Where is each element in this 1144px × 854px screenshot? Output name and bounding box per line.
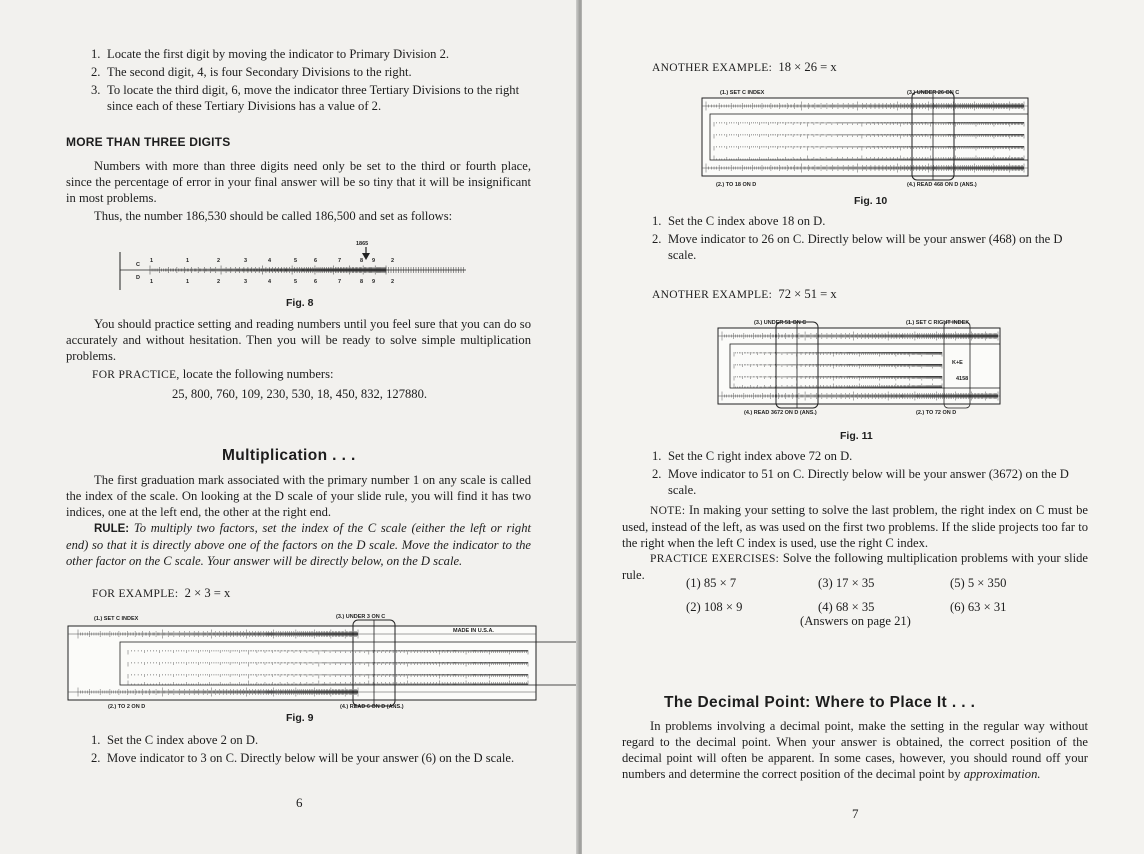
right-page	[582, 0, 1144, 854]
fig8-digit-c: 2	[391, 258, 395, 264]
fig8-digit-c: 6	[314, 258, 318, 264]
fig8-digit-d: 5	[294, 279, 298, 285]
fig8-digit-c: 8	[360, 258, 364, 264]
fig8-scale-diagram	[116, 232, 468, 294]
fig8-digit-d: 1	[186, 279, 190, 285]
fig8-scale-c-label: C	[136, 262, 140, 268]
fig9-slide-rule	[68, 610, 538, 710]
fig8-digit-c: 1	[186, 258, 190, 264]
fig8-digit-c: 9	[372, 258, 376, 264]
page-number-left: 6	[296, 795, 303, 810]
fig8-digit-d: 3	[244, 279, 248, 285]
fig9-made-in-label: MADE IN U.S.A.	[453, 628, 494, 634]
fig10-slide-rule	[702, 84, 1032, 190]
step-item: 1. Set the C index above 2 on D.	[91, 733, 259, 747]
fig8-marker-label: 1865	[356, 241, 369, 247]
step-item: 2. Move indicator to 3 on C. Directly below will be your answer (6) on the D scale.	[91, 751, 515, 765]
step-item: 1. Locate the first digit by moving the indicator to Primary Division 2.	[91, 47, 450, 61]
fig8-digit-d: 2	[391, 279, 395, 285]
example1-line: ANOTHER EXAMPLE: 18 × 26 = x	[652, 60, 837, 74]
para-more-digits: Numbers with more than three digits need only be set to the third or fourth place, since the percentage of error in your final answer will be so tiny that it will be insignificant in most problems.	[66, 159, 531, 205]
fig8-digit-d: 6	[314, 279, 318, 285]
heading-multiplication: Multiplication . . .	[222, 447, 356, 464]
fig8-digit-d: 1	[150, 279, 154, 285]
para-thus: Thus, the number 186,530 should be called 186,500 and set as follows:	[94, 209, 453, 223]
step-item: 3. To locate the third digit, 6, move the indicator three Tertiary Divisions to the right since each of these Tertiary Divisions has a value of 2.	[91, 83, 520, 113]
heading-more-digits: MORE THAN THREE DIGITS	[66, 135, 231, 149]
fig9-label-bottom-left: (2.) TO 2 ON D	[108, 704, 146, 710]
fig8-digit-c: 5	[294, 258, 298, 264]
fig8-digit-d: 2	[217, 279, 221, 285]
fig9-label-top-right: (3.) UNDER 3 ON C	[336, 614, 386, 620]
steps-list-locate	[91, 46, 531, 116]
fig9-label-bottom-right: (4.) READ 6 ON D (ANS.)	[340, 704, 404, 710]
fig8-digit-c: 4	[268, 258, 272, 264]
practice-numbers: 25, 800, 760, 109, 230, 530, 18, 450, 832, 127880.	[172, 387, 428, 401]
fig8-digit-c: 7	[338, 258, 342, 264]
fig8-digit-d: 4	[268, 279, 272, 285]
fig8-digit-d: 8	[360, 279, 364, 285]
fig8-caption: Fig. 8	[286, 297, 314, 309]
fig8-scale-d-label: D	[136, 275, 140, 281]
fig8-digit-c: 3	[244, 258, 248, 264]
fig9-caption: Fig. 9	[286, 712, 314, 724]
practice-intro: FOR PRACTICE, locate the following numbers:	[92, 367, 334, 381]
steps-list-fig9	[91, 732, 531, 768]
para-practice: You should practice setting and reading numbers until you feel sure that you can do so accurately and without hesitation. Then you will be ready to solve simple multiplication problems.	[66, 317, 531, 363]
para-index: The first graduation mark associated with the primary number 1 on any scale is called the index of the scale. On looking at the D scale of your slide rule, you will find it has two indices, one at the left end, the other at the right end.	[66, 473, 531, 519]
fig8-digit-d: 9	[372, 279, 376, 285]
example-line: FOR EXAMPLE: 2 × 3 = x	[92, 586, 231, 600]
step-item: 2. The second digit, 4, is four Secondary Divisions to the right.	[91, 65, 412, 79]
para-rule: RULE: To multiply two factors, set the index of the C scale (either the left or right end) so that it is directly above one of the factors on the D scale. Move the indicator to the other factor on the C scale. Your answer will be directly below, on the D scale.	[66, 521, 532, 568]
fig8-digit-d: 7	[338, 279, 342, 285]
fig9-label-top-left: (1.) SET C INDEX	[94, 616, 139, 622]
fig8-digit-c: 1	[150, 258, 154, 264]
fig8-digit-c: 2	[217, 258, 221, 264]
